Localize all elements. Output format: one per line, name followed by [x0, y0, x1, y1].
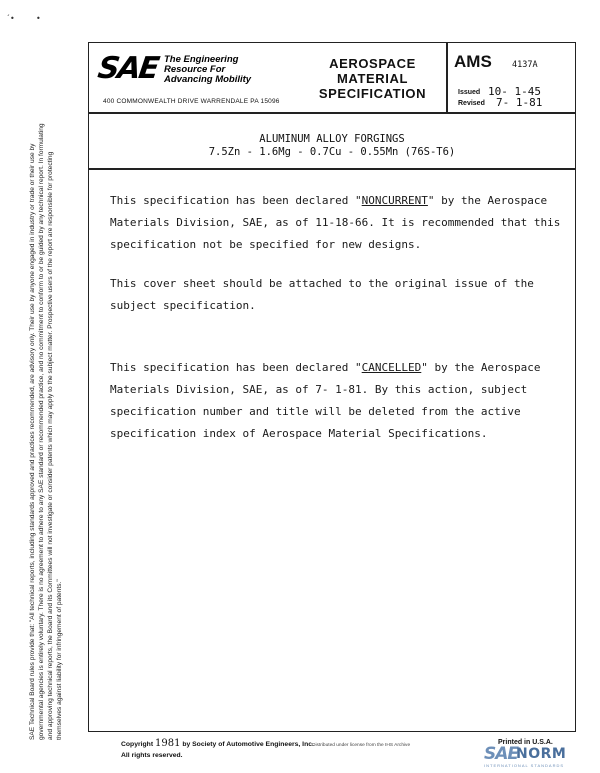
sae-disclaimer: SAE Technical Board rules provide that: "All technical reports, including standards approved and practices recommended, are advisory only. Their use by anyone engaged in industry or trade or their use by governmental agencies is entirely voluntary. There is no agreement to adhere to any SAE standard or recommended practice, and no commitment to conform to or be guided by any technical report. In formulating and approving technical reports, the Board and its Committees will not investigate or consider patents which may apply to the subject matter. Prospective users of the report are responsible for protecting themselves against liability for infringement of patents." [29, 123, 63, 740]
document-type: AEROSPACE MATERIAL SPECIFICATION [318, 56, 427, 101]
title-bottom-rule [88, 168, 576, 170]
copyright-notice: Copyright 1981 by Society of Automotive Engineers, Inc. All rights reserved. [121, 738, 314, 759]
cancelled-term: CANCELLED [361, 361, 422, 374]
sae-address: 400 COMMONWEALTH DRIVE WARRENDALE PA 15096 [103, 98, 280, 105]
ams-number: 4137A [512, 60, 538, 70]
cancelled-paragraph: This specification has been declared "CANCELLED" by the Aerospace Materials Division, SAE, as of 7- 1-81. By this action, subject specification number and title will be deleted from the active specification index of Aerospace Material Specifications. [110, 361, 541, 440]
cover-sheet-paragraph: This cover sheet should be attached to the original issue of the subject specification. [110, 277, 534, 312]
distribution-notice: Distributed under license from the IHS Archive [312, 743, 411, 748]
sae-norm-watermark: SAE NORM INTERNATIONAL STANDARDS [484, 744, 567, 768]
printed-in: Printed in U.S.A. [498, 739, 553, 746]
spec-title: ALUMINUM ALLOY FORGINGS [259, 133, 405, 145]
sae-tagline: The Engineering Resource For Advancing Mobility [164, 54, 252, 85]
revised-date: 7- 1-81 [496, 96, 543, 109]
scan-mark: ´• [6, 14, 15, 23]
issued-date: 10- 1-45 [488, 85, 541, 98]
header-bottom-rule [88, 112, 576, 114]
scan-mark: • [36, 14, 41, 23]
noncurrent-term: NONCURRENT [361, 194, 428, 207]
spec-subtitle: 7.5Zn - 1.6Mg - 0.7Cu - 0.55Mn (76S-T6) [208, 146, 456, 158]
noncurrent-paragraph: This specification has been declared "NONCURRENT" by the Aerospace Materials Division, SAE, as of 11-18-66. It is recommended that this specification not be specified for new designs. [110, 194, 561, 251]
issued-label: Issued [458, 89, 481, 96]
header-divider [446, 42, 448, 112]
revised-label: Revised [458, 100, 485, 107]
sae-logo: SAE [95, 51, 160, 86]
ams-label: AMS [454, 52, 492, 71]
